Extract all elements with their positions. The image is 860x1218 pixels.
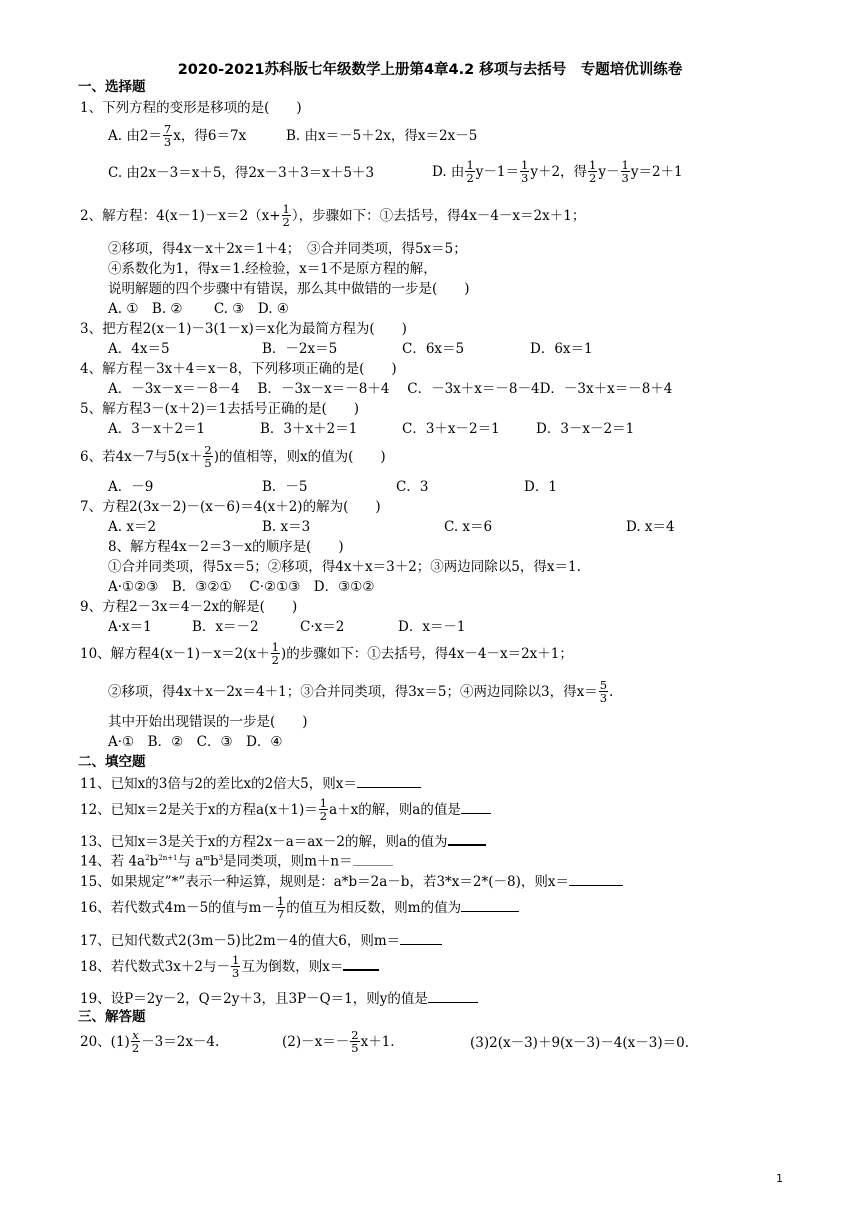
question-2-line-4: 说明解题的四个步骤中有错误，那么其中做错的一步是( ) xyxy=(108,281,470,297)
question-20-part-3: (3)2(x－3)＋9(x－3)－4(x－3)＝0. xyxy=(470,1035,689,1051)
fraction: $\frac{1}{3}$ xyxy=(520,158,529,185)
question-5-option-b: B．3＋x＋2＝1 xyxy=(260,421,358,437)
question-7-option-c: C. x＝6 xyxy=(444,519,493,535)
section-fill-in-blank: 二、填空题 xyxy=(78,754,146,770)
question-1-option-b: B. 由x＝－5＋2x，得x＝2x－5 xyxy=(286,128,478,144)
answer-blank[interactable] xyxy=(448,830,486,846)
section-multiple-choice: 一、选择题 xyxy=(78,79,146,95)
question-11: 11、已知x的3倍与2的差比x的2倍大5，则x＝ xyxy=(80,773,421,793)
page-number: 1 xyxy=(776,1172,783,1185)
question-6-option-a: A．－9 xyxy=(108,479,154,495)
question-2-line-1: 2、解方程：4(x－1)－x＝2（x+ $\frac{1}{2}$ ），步骤如下：①去括号，得4x－4－x＝2x＋1； xyxy=(80,202,586,229)
fraction: $\frac{1}{2}$ xyxy=(319,796,328,823)
question-7-stem: 7、方程2(3x－2)－(x－6)＝4(x＋2)的解为( ) xyxy=(80,499,381,515)
fraction: $\frac{1}{3}$ xyxy=(231,953,240,980)
answer-blank[interactable] xyxy=(428,988,478,1003)
question-7-option-b: B. x＝3 xyxy=(262,519,311,535)
question-6-option-c: C．3 xyxy=(396,479,429,495)
question-9-stem: 9、方程2－3x＝4－2x的解是( ) xyxy=(80,599,298,615)
question-8-steps: ①合并同类项，得5x＝5；②移项，得4x＋x＝3＋2；③两边同除以5，得x＝1. xyxy=(108,559,581,575)
question-13: 13、已知x＝3是关于x的方程2x－a＝ax－2的解，则a的值为 xyxy=(80,830,486,851)
question-3-stem: 3、把方程2(x－1)－3(1－x)＝x化为最简方程为( ) xyxy=(80,321,407,337)
question-20-part-1: 20、(1) $\frac{x}{2}$ －3＝2x－4. xyxy=(80,1028,220,1055)
section-solve: 三、解答题 xyxy=(78,1009,146,1025)
fraction: $\frac{1}{2}$ xyxy=(271,640,279,667)
question-9-option-c: C·x＝2 xyxy=(300,619,345,635)
answer-blank[interactable] xyxy=(357,773,421,788)
question-18: 18、若代数式3x＋2与－ $\frac{1}{3}$ 互为倒数，则x＝ xyxy=(80,955,379,980)
question-10-options: A·① B．② C．③ D．④ xyxy=(108,734,283,750)
question-3-option-d: D．6x＝1 xyxy=(530,341,593,357)
question-2-options: A. ① B. ② C. ③ D. ④ xyxy=(108,301,289,317)
question-5-option-a: A．3－x＋2＝1 xyxy=(108,421,206,437)
question-1-option-d: D. 由 $\frac{1}{2}$ y－1＝ $\frac{1}{3}$ y＋2，得 $\frac{1}{2}$ y－ $\frac{1}{3}$ y＝2＋1 xyxy=(432,158,683,185)
answer-blank[interactable] xyxy=(569,871,623,886)
fraction: $\frac{2}{5}$ xyxy=(204,443,212,470)
question-10-line-3: 其中开始出现错误的一步是( ) xyxy=(108,714,308,730)
answer-blank[interactable] xyxy=(461,799,491,814)
question-5-stem: 5、解方程3－(x＋2)＝1去括号正确的是( ) xyxy=(80,401,360,417)
question-5-option-d: D．3－x－2＝1 xyxy=(536,421,635,437)
question-19: 19、设P＝2y－2，Q＝2y＋3，且3P－Q＝1，则y的值是 xyxy=(80,988,478,1008)
answer-blank[interactable] xyxy=(461,897,519,912)
fraction: $\frac{1}{2}$ xyxy=(282,202,290,229)
question-8-options: A·①②③ B．③②① C·②①③ D．③①② xyxy=(108,579,375,595)
answer-blank[interactable] xyxy=(343,955,379,971)
question-1-option-c: C. 由2x－3＝x＋5，得2x－3＋3＝x＋5＋3 xyxy=(108,165,375,181)
question-16: 16、若代数式4m－5的值与m－ $\frac{1}{7}$ 的值互为相反数，则m的值为 xyxy=(80,896,519,921)
question-14: 14、若 $4a^2b^{2n+1}$与 $a^mb^3$是同类项，则m＋n＝ xyxy=(80,849,393,871)
question-9-option-b: B．x＝－2 xyxy=(192,619,259,635)
question-17: 17、已知代数式2(3m－5)比2m－4的值大6，则m＝ xyxy=(80,930,442,950)
question-10-line-2: ②移项，得4x＋x－2x＝4＋1；③合并同类项，得3x＝5；④两边同除以3，得x＝ $\frac{5}{3}$ . xyxy=(108,678,614,705)
question-3-option-a: A．4x＝5 xyxy=(108,341,170,357)
question-4-stem: 4、解方程－3x＋4＝x－8，下列移项正确的是( ) xyxy=(80,361,397,377)
question-5-option-c: C．3＋x－2＝1 xyxy=(402,421,500,437)
fraction: $\frac{1}{3}$ xyxy=(621,158,629,185)
question-9-option-d: D．x＝－1 xyxy=(398,619,466,635)
question-6-stem: 6、若4x－7与5(x＋ $\frac{2}{5}$ )的值相等，则x的值为( ) xyxy=(80,443,386,470)
fraction: $\frac{5}{3}$ xyxy=(599,678,608,705)
question-1-stem: 1、下列方程的变形是移项的是( ) xyxy=(80,100,302,116)
fraction: $\frac{x}{2}$ xyxy=(131,1028,140,1055)
fraction: $\frac{1}{2}$ xyxy=(466,158,474,185)
question-3-option-c: C．6x＝5 xyxy=(402,341,465,357)
question-2-line-2: ②移项，得4x－x＋2x＝1＋4； ③合并同类项，得5x＝5； xyxy=(108,241,467,257)
question-2-line-3: ④系数化为1，得x＝1.经检验，x＝1不是原方程的解， xyxy=(108,261,437,277)
document-title: 2020-2021苏科版七年级数学上册第4章4.2 移项与去括号 专题培优训练卷 xyxy=(177,62,683,78)
answer-blank[interactable] xyxy=(353,851,393,866)
fraction: $\frac{7}{3}$ xyxy=(163,122,172,149)
fraction: $\frac{1}{2}$ xyxy=(589,158,597,185)
question-8-stem: 8、解方程4x－2＝3－x的顺序是( ) xyxy=(108,539,344,555)
question-10-line-1: 10、解方程4(x－1)－x＝2(x＋ $\frac{1}{2}$ )的步骤如下：①去括号，得4x－4－x＝2x＋1； xyxy=(80,640,573,667)
answer-blank[interactable] xyxy=(400,930,442,945)
question-20-part-2: (2)－x＝－ $\frac{2}{5}$ x＋1. xyxy=(282,1028,395,1055)
question-12: 12、已知x＝2是关于x的方程a(x＋1)＝ $\frac{1}{2}$ a＋x的解，则a的值是 xyxy=(80,798,491,823)
question-6-option-b: B．－5 xyxy=(262,479,308,495)
question-15: 15、如果规定”*”表示一种运算，规则是：a*b＝2a－b，若3*x＝2*(－8)，则x＝ xyxy=(80,871,623,891)
question-4-options: A．－3x－x＝－8－4 B．－3x－x＝－8＋4 C．－3x＋x＝－8－4D．－3x＋x＝－8＋4 xyxy=(108,381,673,397)
fraction: $\frac{2}{5}$ xyxy=(351,1028,359,1055)
question-7-option-d: D. x＝4 xyxy=(626,519,675,535)
fraction: $\frac{1}{7}$ xyxy=(276,894,285,921)
question-3-option-b: B．－2x＝5 xyxy=(262,341,338,357)
question-1-option-a: A. 由2＝ $\frac{7}{3}$ x，得6＝7x xyxy=(108,122,247,149)
question-6-option-d: D．1 xyxy=(524,479,557,495)
question-9-option-a: A·x＝1 xyxy=(108,619,152,635)
question-7-option-a: A. x＝2 xyxy=(108,519,157,535)
